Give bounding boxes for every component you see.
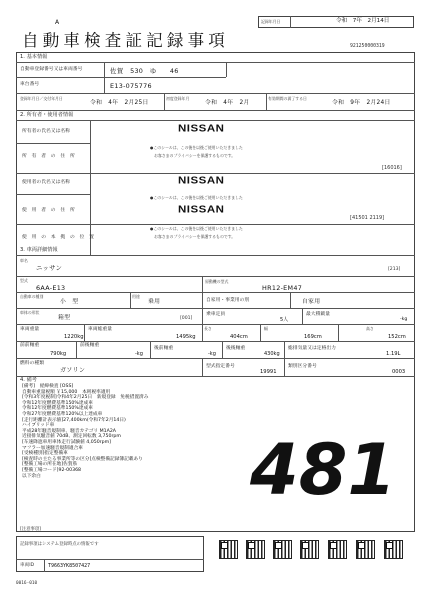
note-line: 以下余白 bbox=[22, 473, 41, 479]
note-line: [備考] 経緯検査 [OSS] bbox=[22, 384, 74, 389]
seal-note-3b: お客さまのプライバシーを保護するものです。 bbox=[154, 234, 236, 239]
document-number: 92125000031​9 bbox=[350, 44, 385, 49]
length-value: 404cm bbox=[230, 334, 248, 340]
section-notes-title: 4. 備考 bbox=[20, 377, 37, 383]
date-label: 記録年月日 bbox=[261, 19, 281, 24]
expiry-value: 令和 9年 2月24日 bbox=[332, 100, 391, 106]
base-location-label: 使 用 の 本 拠 の 位 置 bbox=[22, 235, 94, 240]
width-label: 幅 bbox=[264, 326, 268, 331]
engine-label: 原動機の型式 bbox=[205, 279, 229, 284]
displacement-label: 総排気量又は定格出力 bbox=[288, 346, 336, 351]
mark-a: A bbox=[55, 19, 60, 26]
note-line: ハイブリッド車 bbox=[22, 423, 55, 429]
body-label: 車体の形状 bbox=[20, 310, 40, 315]
max-load-label: 最大積載量 bbox=[306, 312, 330, 317]
first-reg-value: 令和 4年 2月25日 bbox=[90, 100, 149, 106]
ff-axle-value: 790kg bbox=[50, 351, 67, 357]
document-title: 自動車検査証記録事項 bbox=[22, 31, 229, 50]
vehicle-id-value: T9663YK8507427 bbox=[48, 563, 91, 569]
note-line: [车速降遮車用車体走行試験値 4,050rpm] bbox=[22, 440, 111, 445]
notice-text: 記録事項はシステム登録時点の情報です bbox=[20, 542, 99, 547]
width-value: 169cm bbox=[304, 334, 322, 340]
base-code: [41501 2119] bbox=[350, 215, 385, 221]
fuel-value: ガソリン bbox=[60, 367, 86, 374]
reg-number-label: 自動車登録番号又は車両番号 bbox=[20, 67, 83, 72]
fr-axle-value: -kg bbox=[135, 351, 143, 357]
rr-axle-value: 430kg bbox=[264, 351, 280, 357]
section-vehicle-title: 3. 車両詳細情報 bbox=[20, 247, 58, 253]
section-basic-title: 1. 基本情報 bbox=[20, 54, 48, 60]
qr-code-5 bbox=[328, 540, 347, 559]
use-value: 乗用 bbox=[148, 299, 161, 305]
maker-value: ニッサン bbox=[36, 264, 63, 272]
vehicle-id-label: 車両ID bbox=[20, 563, 35, 568]
weight-value: 1220kg bbox=[64, 334, 84, 340]
gross-weight-label: 車両総重量 bbox=[88, 327, 112, 332]
body-code: [001] bbox=[180, 316, 193, 321]
rf-axle-value: -kg bbox=[208, 351, 216, 357]
model-label: 型式 bbox=[20, 278, 28, 283]
note-line: [検査時の主たる事業所等の区分]点検整備記録簿記載あり bbox=[22, 456, 143, 462]
chassis-value: E13-075776 bbox=[110, 82, 152, 90]
kind-label: 自動車の種別 bbox=[20, 294, 44, 299]
notice-title: [注意事項] bbox=[20, 527, 41, 532]
purpose-label: 自家用・事業用の別 bbox=[206, 298, 250, 303]
note-line: [走行距離計表示値]27,400km(令和7年2月14日) bbox=[22, 417, 126, 423]
chassis-label: 車台番号 bbox=[20, 82, 40, 87]
first-reg-label: 登録年月日／交付年月日 bbox=[20, 96, 63, 101]
capacity-value: 5人 bbox=[280, 317, 289, 323]
seal-note-2a: ●このシールは、この後を以後ご使用いただきました bbox=[150, 195, 243, 200]
owner-name-label: 所有者の氏名又は名称 bbox=[22, 129, 70, 134]
handwritten-number-text: 481 bbox=[250, 429, 397, 511]
first-year-label: 初度登録年月 bbox=[166, 96, 190, 101]
seal-note-1b: お客さまのプライバシーを保護するものです。 bbox=[154, 153, 236, 158]
note-line: [受検種別]指定整備車 bbox=[22, 451, 68, 457]
qr-code-4 bbox=[300, 540, 319, 559]
fr-axle-label: 前後軸重 bbox=[80, 343, 100, 348]
seal-note-3a: ●このシールは、この後を以後ご使用いただきました bbox=[150, 226, 243, 231]
capacity-label: 乗車定員 bbox=[206, 312, 226, 317]
rr-axle-label: 後後軸重 bbox=[226, 346, 246, 351]
height-value: 152cm bbox=[388, 334, 406, 340]
user-name-label: 使用者の氏名又は名称 bbox=[22, 180, 70, 185]
kind-value: 小 型 bbox=[60, 299, 79, 305]
note-line: マフラー加速騒音規制適合車 bbox=[22, 445, 83, 451]
note-line: [整備工場の所在地]佐賀県 bbox=[22, 462, 78, 468]
footer-code: 0016-010 bbox=[16, 581, 38, 586]
qr-code-7 bbox=[384, 540, 403, 559]
purpose-value: 自家用 bbox=[302, 299, 321, 305]
qr-code-2 bbox=[246, 540, 265, 559]
seal-note-1a: ●このシールは、この後を以後ご使用いただきました bbox=[150, 145, 243, 150]
note-line: 令和27年度燃費基準120%以上達成車 bbox=[22, 412, 103, 417]
category-number-value: 0003 bbox=[392, 369, 406, 375]
qr-code-6 bbox=[356, 540, 375, 559]
maker-label: 車名 bbox=[20, 258, 28, 263]
fuel-label: 燃料の種類 bbox=[20, 361, 44, 366]
note-line: [令和3年度税制]令和4年2月25日 新規登録 免税措置済み bbox=[22, 395, 149, 401]
max-load-value: -kg bbox=[400, 317, 408, 322]
reg-number-value: 佐賀 530 ゆ 46 bbox=[110, 67, 179, 75]
use-label: 用途 bbox=[132, 294, 140, 299]
type-number-label: 型式指定番号 bbox=[206, 364, 235, 369]
gross-weight-value: 1495kg bbox=[176, 334, 196, 340]
rf-axle-label: 後前軸重 bbox=[154, 346, 174, 351]
owner-address-label: 所 有 者 の 住 所 bbox=[22, 154, 75, 159]
qr-code-1 bbox=[219, 540, 238, 559]
height-label: 高さ bbox=[366, 326, 374, 331]
note-line: [整備工場コード]92-00368 bbox=[22, 468, 82, 473]
user-address-label: 使 用 者 の 住 所 bbox=[22, 208, 75, 213]
type-number-value: 19991 bbox=[260, 369, 277, 375]
nissan-seal-1: NISSAN bbox=[178, 124, 225, 135]
nissan-seal-2: NISSAN bbox=[178, 176, 225, 187]
engine-value: HR12-EM47 bbox=[262, 284, 303, 292]
note-line: 令和12年度燃費基準150%達成車 bbox=[22, 406, 93, 412]
nissan-seal-3: NISSAN bbox=[178, 205, 225, 216]
note-line: 令和12年度燃費基準150%達成車 bbox=[22, 400, 93, 406]
section-owner-title: 2. 所有者・使用者情報 bbox=[20, 112, 74, 118]
note-line: 自動車重量税額 ￥15,000 本則税率適用 bbox=[22, 389, 111, 395]
first-year-value: 令和 4年 2月 bbox=[205, 100, 250, 106]
body-value: 箱型 bbox=[58, 315, 71, 321]
record-date: 令和 7年 2月14日 bbox=[336, 18, 390, 24]
category-number-label: 類別区分番号 bbox=[288, 364, 317, 369]
ff-axle-label: 前前軸重 bbox=[20, 343, 40, 348]
note-line: 近接排気騒音値 70dB、測定回転数 3,750rpm bbox=[22, 434, 121, 440]
maker-code: [213] bbox=[388, 267, 401, 272]
qr-code-3 bbox=[273, 540, 292, 559]
weight-label: 車両重量 bbox=[20, 327, 40, 332]
length-label: 長さ bbox=[204, 326, 212, 331]
expiry-label: 有効期間の満了する日 bbox=[268, 96, 307, 101]
owner-code: [16016] bbox=[382, 165, 402, 171]
displacement-value: 1.19L bbox=[386, 351, 401, 357]
handwritten-481 bbox=[248, 429, 397, 511]
model-value: 6AA-E13 bbox=[36, 284, 66, 292]
note-line: 平成28年騒音規制車、騒音カテゴリ M1A2A bbox=[22, 428, 117, 434]
